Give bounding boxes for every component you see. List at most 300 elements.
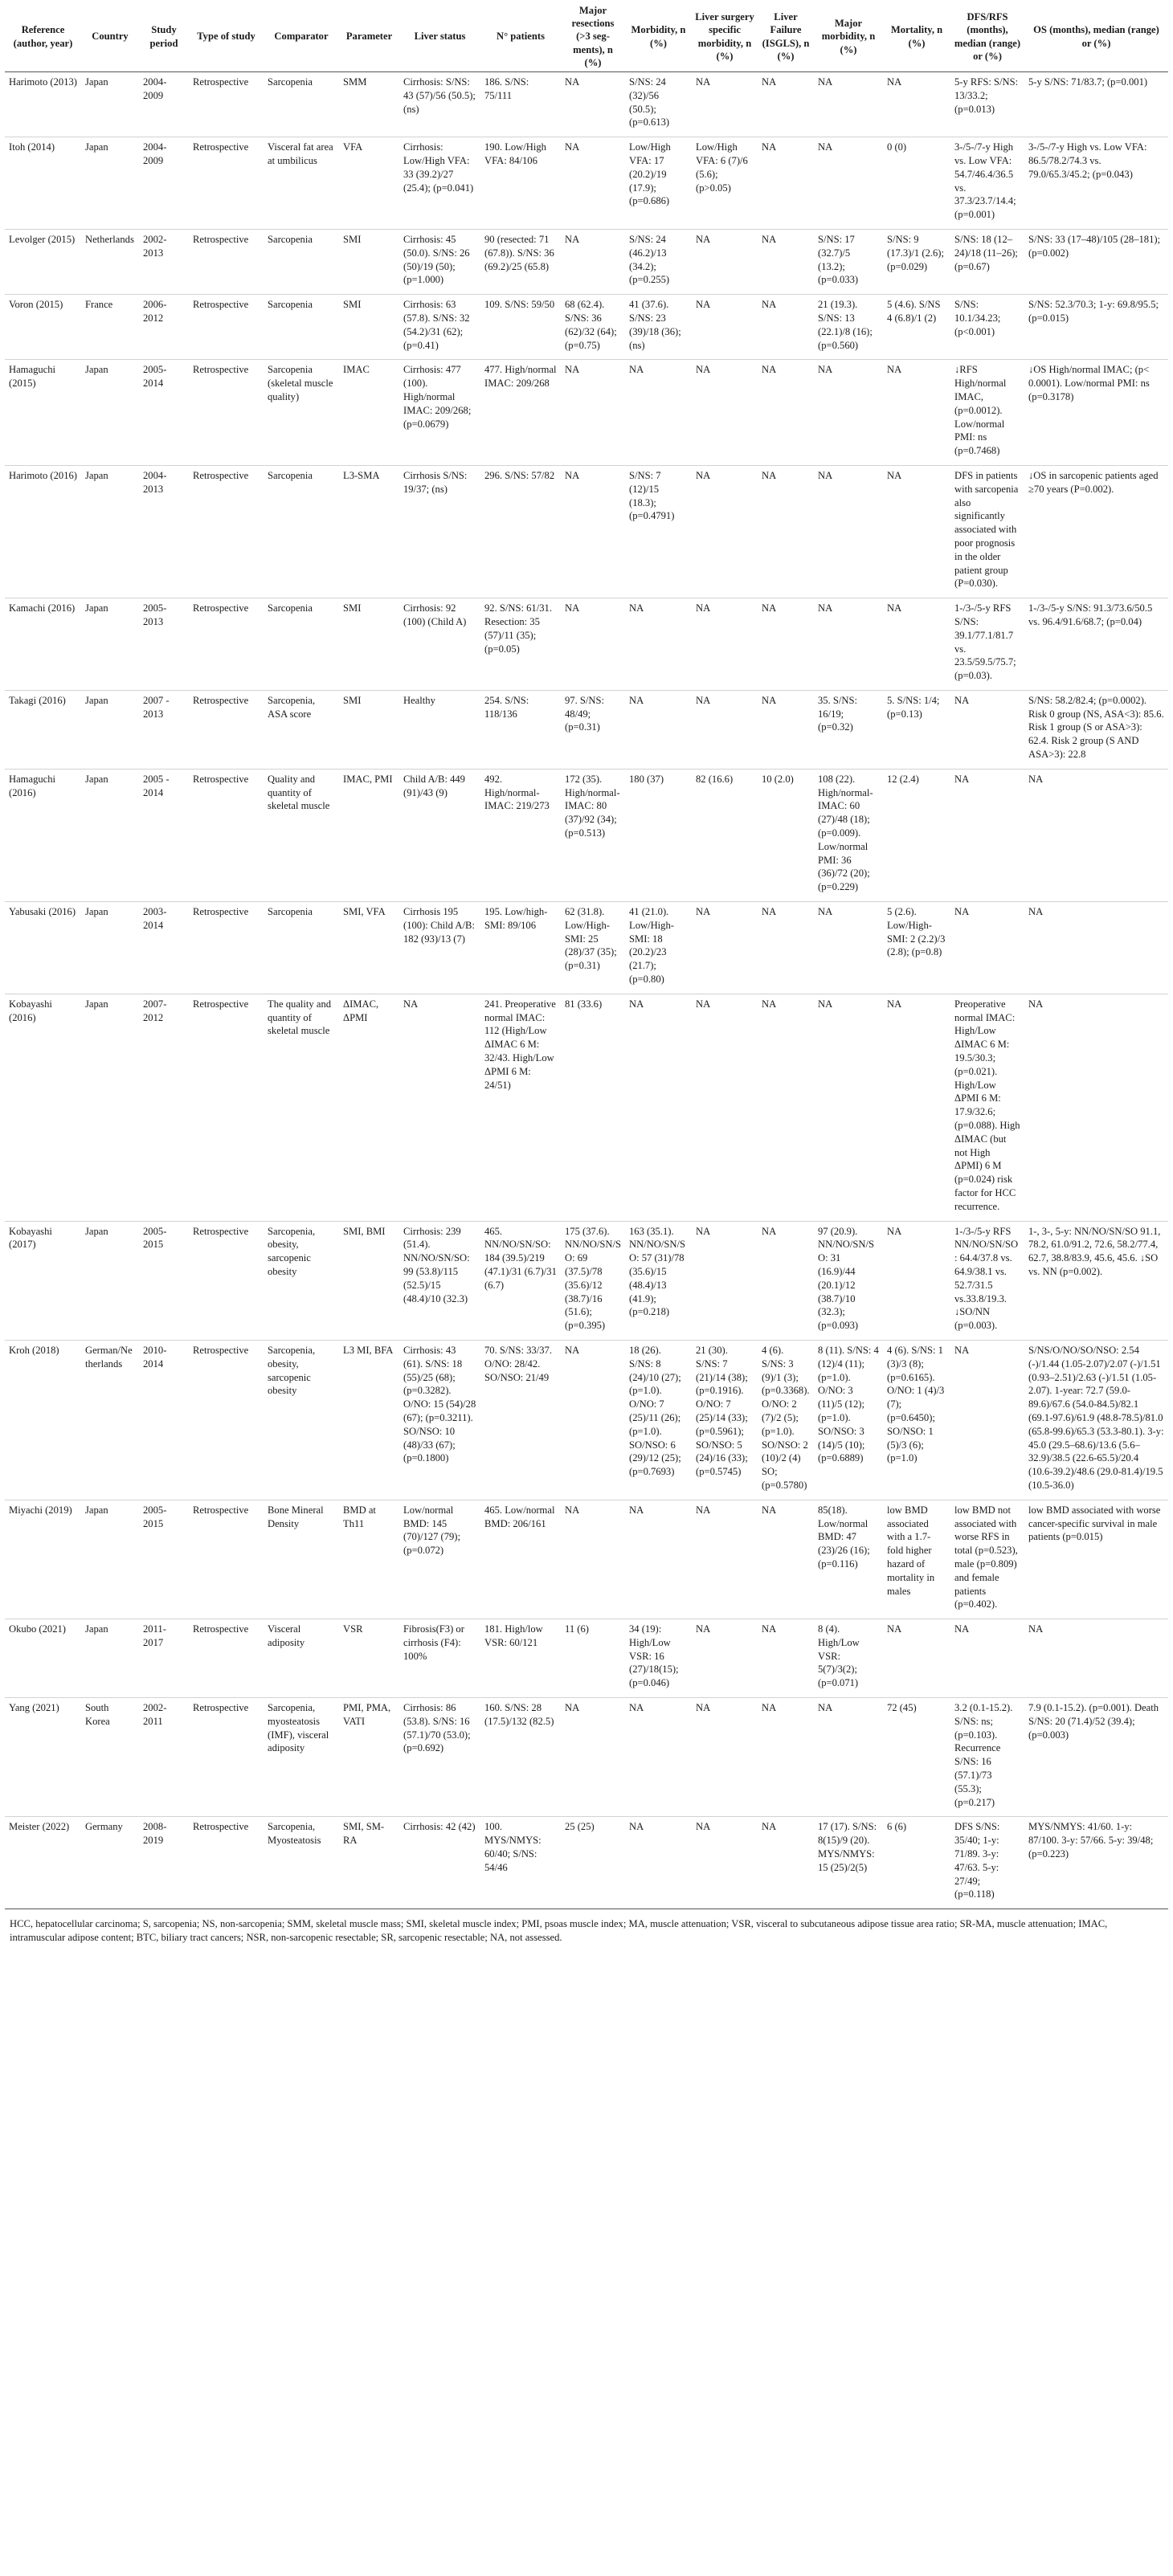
table-cell: Retrospective xyxy=(189,1500,264,1619)
table-cell: Voron (2015) xyxy=(5,295,81,360)
table-cell: ΔIMAC, ΔPMI xyxy=(339,994,399,1221)
table-row xyxy=(5,1698,1168,1817)
table-cell: Japan xyxy=(81,769,139,901)
table-cell: 2005 - 2014 xyxy=(139,769,189,901)
table-cell: NA xyxy=(561,1340,625,1500)
table-cell: NA xyxy=(758,1221,814,1340)
table-cell: NA xyxy=(692,1500,758,1619)
table-cell: Retrospective xyxy=(189,902,264,994)
table-cell: 97. S/NS: 48/49; (p=0.31) xyxy=(561,690,625,769)
table-cell: Japan xyxy=(81,1619,139,1698)
table-cell: 11 (6) xyxy=(561,1619,625,1698)
table-row xyxy=(5,137,1168,230)
table-cell: Sarcopenia xyxy=(264,902,339,994)
table-cell: Japan xyxy=(81,598,139,691)
table-cell: Sarcopenia xyxy=(264,465,339,598)
table-cell: BMD at Th11 xyxy=(339,1500,399,1619)
table-cell: 5 (4.6). S/NS 4 (6.8)/1 (2) xyxy=(883,295,950,360)
table-cell: 175 (37.6). NN/NO/SN/SO: 69 (37.5)/78 (35.6)/12 (38.7)/16 (51.6); (p=0.395) xyxy=(561,1221,625,1340)
table-cell: SMM xyxy=(339,72,399,137)
table-cell: Germany xyxy=(81,1817,139,1909)
table-cell: 34 (19): High/Low VSR: 16 (27)/18(15); (p=0.046) xyxy=(625,1619,692,1698)
table-cell: NA xyxy=(883,1221,950,1340)
table-cell: 109. S/NS: 59/50 xyxy=(480,295,561,360)
table-cell: NA xyxy=(883,360,950,466)
table-cell: ↓OS in sarcopenic patients aged ≥70 years (P=0.002). xyxy=(1024,465,1168,598)
table-cell: 180 (37) xyxy=(625,769,692,901)
table-cell: NA xyxy=(814,902,883,994)
table-cell: NA xyxy=(758,465,814,598)
table-cell: 3.2 (0.1-15.2). S/NS: ns; (p=0.103). Recurrence S/NS: 16 (57.1)/73 (55.3); (p=0.217) xyxy=(950,1698,1024,1817)
table-cell: 7.9 (0.1-15.2). (p=0.001). Death S/NS: 20 (71.4)/52 (39.4); (p=0.003) xyxy=(1024,1698,1168,1817)
table-row xyxy=(5,1500,1168,1619)
table-cell: Japan xyxy=(81,902,139,994)
table-cell: 254. S/NS: 118/136 xyxy=(480,690,561,769)
table-cell: Low/normal BMD: 145 (70)/127 (79); (p=0.072) xyxy=(399,1500,480,1619)
table-cell: NA xyxy=(561,465,625,598)
column-header: DFS/RFS (months), median (range) or (%) xyxy=(950,2,1024,72)
table-cell: 17 (17). S/NS: 8(15)/9 (20). MYS/NMYS: 15 (25)/2(5) xyxy=(814,1817,883,1909)
table-cell: L3-SMA xyxy=(339,465,399,598)
table-cell: NA xyxy=(814,1698,883,1817)
table-cell: 2006-2012 xyxy=(139,295,189,360)
table-cell: Japan xyxy=(81,465,139,598)
table-cell: 12 (2.4) xyxy=(883,769,950,901)
table-cell: 2007 - 2013 xyxy=(139,690,189,769)
table-cell: Japan xyxy=(81,360,139,466)
table-cell: Meister (2022) xyxy=(5,1817,81,1909)
table-cell: 2005-2015 xyxy=(139,1221,189,1340)
table-cell: 85(18). Low/normal BMD: 47 (23)/26 (16); (p=0.116) xyxy=(814,1500,883,1619)
table-cell: NA xyxy=(758,137,814,230)
table-cell: Sarcopenia xyxy=(264,598,339,691)
table-cell: S/NS: 33 (17–48)/105 (28–181); (p=0.002) xyxy=(1024,229,1168,294)
table-cell: Retrospective xyxy=(189,1619,264,1698)
literature-review-table xyxy=(5,2,1168,1909)
table-cell: NA xyxy=(561,72,625,137)
table-cell: 5-y S/NS: 71/83.7; (p=0.001) xyxy=(1024,72,1168,137)
table-cell: 2004-2013 xyxy=(139,465,189,598)
table-cell: Netherlands xyxy=(81,229,139,294)
table-cell: 3-/5-/7-y High vs. Low VFA: 86.5/78.2/74.3 vs. 79.0/65.3/45.2; (p=0.043) xyxy=(1024,137,1168,230)
table-header xyxy=(5,2,1168,72)
table-cell: NA xyxy=(692,1698,758,1817)
table-cell: S/NS: 9 (17.3)/1 (2.6); (p=0.029) xyxy=(883,229,950,294)
table-cell: NA xyxy=(692,229,758,294)
table-cell: NA xyxy=(625,690,692,769)
table-cell: NA xyxy=(758,1698,814,1817)
table-cell: 2002-2011 xyxy=(139,1698,189,1817)
table-cell: L3 MI, BFA xyxy=(339,1340,399,1500)
table-cell: NA xyxy=(814,137,883,230)
table-row xyxy=(5,1817,1168,1909)
column-header: Liver surgery specific morbidity, n (%) xyxy=(692,2,758,72)
table-cell: Quality and quantity of skeletal muscle xyxy=(264,769,339,901)
table-cell: Takagi (2016) xyxy=(5,690,81,769)
table-cell: 296. S/NS: 57/82 xyxy=(480,465,561,598)
table-cell: NA xyxy=(814,72,883,137)
table-cell: Retrospective xyxy=(189,465,264,598)
table-cell: Retrospective xyxy=(189,295,264,360)
table-cell: Cirrhosis: 239 (51.4). NN/NO/SN/SO: 99 (53.8)/115 (52.5)/15 (48.4)/10 (32.3) xyxy=(399,1221,480,1340)
table-cell: Low/High VFA: 17 (20.2)/19 (17.9); (p=0.686) xyxy=(625,137,692,230)
table-cell: 21 (30). S/NS: 7 (21)/14 (38); (p=0.1916). O/NO: 7 (25)/14 (33); (p=0.5961); SO/NSO: 5 (24)/16 (33); (p=0.5745) xyxy=(692,1340,758,1500)
table-cell: NA xyxy=(692,902,758,994)
table-cell: 2004-2009 xyxy=(139,137,189,230)
table-cell: 5. S/NS: 1/4; (p=0.13) xyxy=(883,690,950,769)
table-cell: NA xyxy=(758,902,814,994)
table-cell: NA xyxy=(692,690,758,769)
table-cell: Sarcopenia, obesity, sarcopenic obesity xyxy=(264,1340,339,1500)
table-cell: 21 (19.3). S/NS: 13 (22.1)/8 (16); (p=0.560) xyxy=(814,295,883,360)
table-cell: SMI xyxy=(339,229,399,294)
table-cell: 0 (0) xyxy=(883,137,950,230)
table-cell: 90 (resected: 71 (67.8)). S/NS: 36 (69.2)/25 (65.8) xyxy=(480,229,561,294)
column-header: Mortality, n (%) xyxy=(883,2,950,72)
table-cell: NA xyxy=(950,769,1024,901)
table-cell: S/NS/O/NO/SO/NSO: 2.54 (-)/1.44 (1.05-2.07)/2.07 (-)/1.51 (0.93–2.51)/2.63 (-)/1.51 (1.05-2.07). 1-year: 72.7 (59.0-89.6)/67.6 (54.0-84.5)/82.1 (69.1-97.6)/61.9 (48.8-78.5)/81.0 (65.8-99.6)/65.3 (53.3-80.1). 3-y: 45.0 (29.5–68.6)/13.6 (5.6–32.9)/38.5 (22.6-65.5)/20.4 (10.6-39.2)/48.6 (29.0-81.4)/19.5 (10.5-36.0) xyxy=(1024,1340,1168,1500)
table-cell: Sarcopenia (skeletal muscle quality) xyxy=(264,360,339,466)
table-cell: SMI xyxy=(339,598,399,691)
table-row xyxy=(5,72,1168,137)
table-row xyxy=(5,360,1168,466)
table-cell: 2005-2013 xyxy=(139,598,189,691)
table-cell: Cirrhosis: 45 (50.0). S/NS: 26 (50)/19 (50); (p=1.000) xyxy=(399,229,480,294)
table-row xyxy=(5,1619,1168,1698)
table-cell: 163 (35.1). NN/NO/SN/SO: 57 (31)/78 (35.6)/15 (48.4)/13 (41.9); (p=0.218) xyxy=(625,1221,692,1340)
table-cell: Retrospective xyxy=(189,1817,264,1909)
table-cell: Hamaguchi (2015) xyxy=(5,360,81,466)
table-cell: Kobayashi (2017) xyxy=(5,1221,81,1340)
table-cell: NA xyxy=(692,295,758,360)
table-cell: Kroh (2018) xyxy=(5,1340,81,1500)
table-cell: S/NS: 52.3/70.3; 1-y: 69.8/95.5; (p=0.015) xyxy=(1024,295,1168,360)
table-cell: NA xyxy=(625,1500,692,1619)
column-header: Comparator xyxy=(264,2,339,72)
table-cell: SMI, BMI xyxy=(339,1221,399,1340)
table-cell: 72 (45) xyxy=(883,1698,950,1817)
table-cell: NA xyxy=(692,1221,758,1340)
table-cell: Preoperative normal IMAC: High/Low ΔIMAC 6 M: 19.5/30.3; (p=0.021). High/Low ΔPMI 6 M: 17.9/32.6; (p=0.088). High ΔIMAC (but not High ΔPMI) 6 M (p=0.024) risk factor for HCC recurrence. xyxy=(950,994,1024,1221)
column-header: Liver Failure (ISGLS), n (%) xyxy=(758,2,814,72)
table-row xyxy=(5,994,1168,1221)
table-cell: 2004-2009 xyxy=(139,72,189,137)
table-cell: 1-/3-/5-y S/NS: 91.3/73.6/50.5 vs. 96.4/91.6/68.7; (p=0.04) xyxy=(1024,598,1168,691)
table-cell: 18 (26). S/NS: 8 (24)/10 (27); (p=1.0). O/NO: 7 (25)/11 (26); (p=1.0). SO/NSO: 6 (29)/12 (25); (p=0.7693) xyxy=(625,1340,692,1500)
table-cell: 82 (16.6) xyxy=(692,769,758,901)
table-cell: 41 (21.0). Low/High-SMI: 18 (20.2)/23 (21.7); (p=0.80) xyxy=(625,902,692,994)
table-cell: Japan xyxy=(81,137,139,230)
table-cell: Harimoto (2013) xyxy=(5,72,81,137)
table-cell: NA xyxy=(1024,769,1168,901)
table-cell: NA xyxy=(561,1500,625,1619)
table-cell: 6 (6) xyxy=(883,1817,950,1909)
table-cell: 465. Low/normal BMD: 206/161 xyxy=(480,1500,561,1619)
table-cell: ↓OS High/normal IMAC; (p< 0.0001). Low/normal PMI: ns (p=0.3178) xyxy=(1024,360,1168,466)
table-cell: 172 (35). High/normal-IMAC: 80 (37)/92 (34); (p=0.513) xyxy=(561,769,625,901)
table-cell: NA xyxy=(883,72,950,137)
table-cell: NA xyxy=(758,690,814,769)
table-cell: Sarcopenia xyxy=(264,295,339,360)
column-header: Major resections (>3 seg-ments), n (%) xyxy=(561,2,625,72)
table-cell: NA xyxy=(1024,994,1168,1221)
table-cell: Cirrhosis: 42 (42) xyxy=(399,1817,480,1909)
table-cell: NA xyxy=(692,1817,758,1909)
table-cell: Retrospective xyxy=(189,229,264,294)
table-cell: NA xyxy=(883,994,950,1221)
table-cell: 5 (2.6). Low/High-SMI: 2 (2.2)/3 (2.8); (p=0.8) xyxy=(883,902,950,994)
table-cell: 190. Low/High VFA: 84/106 xyxy=(480,137,561,230)
table-footnote: HCC, hepatocellular carcinoma; S, sarcopenia; NS, non-sarcopenia; SMM, skeletal muscle mass; SMI, skeletal muscle index; PMI, psoas muscle index; MA, muscle attenuation; VSR, visceral to subcutaneous adipose tissue area ratio; SR-MA, muscle attenuation; IMAC, intramuscular adipose content; BTC, biliary tract cancers; NSR, non-sarcopenic resectable; SR, sarcopenic resectable; NA, not assessed. xyxy=(10,1918,1108,1944)
table-cell: 3-/5-/7-y High vs. Low VFA: 54.7/46.4/36.5 vs. 37.3/23.7/14.4; (p=0.001) xyxy=(950,137,1024,230)
table-cell: NA xyxy=(692,465,758,598)
table-cell: Retrospective xyxy=(189,598,264,691)
column-header: Type of study xyxy=(189,2,264,72)
table-cell: NA xyxy=(692,1619,758,1698)
table-cell: S/NS: 24 (46.2)/13 (34.2); (p=0.255) xyxy=(625,229,692,294)
table-cell: Visceral fat area at umbilicus xyxy=(264,137,339,230)
table-cell: Hamaguchi (2016) xyxy=(5,769,81,901)
table-cell: NA xyxy=(561,229,625,294)
table-cell: IMAC, PMI xyxy=(339,769,399,901)
table-cell: 2002-2013 xyxy=(139,229,189,294)
table-cell: Cirrhosis S/NS: 19/37; (ns) xyxy=(399,465,480,598)
table-cell: NA xyxy=(814,465,883,598)
table-cell: VSR xyxy=(339,1619,399,1698)
table-cell: Retrospective xyxy=(189,360,264,466)
table-cell: South Korea xyxy=(81,1698,139,1817)
table-cell: NA xyxy=(561,1698,625,1817)
table-cell: 186. S/NS: 75/111 xyxy=(480,72,561,137)
table-cell: SMI xyxy=(339,295,399,360)
table-row xyxy=(5,465,1168,598)
table-cell: NA xyxy=(950,902,1024,994)
table-cell: NA xyxy=(950,1619,1024,1698)
table-cell: 195. Low/high-SMI: 89/106 xyxy=(480,902,561,994)
table-cell: NA xyxy=(758,994,814,1221)
table-cell: NA xyxy=(1024,1619,1168,1698)
table-cell: 81 (33.6) xyxy=(561,994,625,1221)
table-cell: Kamachi (2016) xyxy=(5,598,81,691)
table-cell: Sarcopenia xyxy=(264,229,339,294)
table-cell: SMI xyxy=(339,690,399,769)
table-cell: 8 (4). High/Low VSR: 5(7)/3(2); (p=0.071) xyxy=(814,1619,883,1698)
table-cell: Cirrhosis: 43 (61). S/NS: 18 (55)/25 (68); (p=0.3282). O/NO: 15 (54)/28 (67); (p=0.3211). SO/NSO: 10 (48)/33 (67); (p=0.1800) xyxy=(399,1340,480,1500)
table-cell: SMI, SM-RA xyxy=(339,1817,399,1909)
table-cell: 2010-2014 xyxy=(139,1340,189,1500)
table-cell: Sarcopenia, ASA score xyxy=(264,690,339,769)
table-cell: Kobayashi (2016) xyxy=(5,994,81,1221)
table-cell: 10 (2.0) xyxy=(758,769,814,901)
table-cell: Cirrhosis: 92 (100) (Child A) xyxy=(399,598,480,691)
table-cell: 2005-2015 xyxy=(139,1500,189,1619)
table-cell: NA xyxy=(883,598,950,691)
column-header: Reference (author, year) xyxy=(5,2,81,72)
table-cell: NA xyxy=(399,994,480,1221)
table-row xyxy=(5,229,1168,294)
table-cell: Japan xyxy=(81,994,139,1221)
table-cell: Itoh (2014) xyxy=(5,137,81,230)
table-row xyxy=(5,295,1168,360)
table-cell: 97 (20.9). NN/NO/SN/SO: 31 (16.9)/44 (20.1)/12 (38.7)/10 (32.3); (p=0.093) xyxy=(814,1221,883,1340)
table-cell: Levolger (2015) xyxy=(5,229,81,294)
column-header: Major morbidity, n (%) xyxy=(814,2,883,72)
table-cell: 4 (6). S/NS: 1 (3)/3 (8); (p=0.6165). O/NO: 1 (4)/3 (7); (p=0.6450); SO/NSO: 1 (5)/3 (6); (p=1.0) xyxy=(883,1340,950,1500)
table-cell: S/NS: 10.1/34.23; (p<0.001) xyxy=(950,295,1024,360)
table-cell: 492. High/normal-IMAC: 219/273 xyxy=(480,769,561,901)
column-header: Morbidity, n (%) xyxy=(625,2,692,72)
table-cell: NA xyxy=(758,229,814,294)
table-row xyxy=(5,1221,1168,1340)
table-cell: DFS in patients with sarcopenia also significantly associated with poor prognosis in the older patient group (P=0.030). xyxy=(950,465,1024,598)
table-row xyxy=(5,1340,1168,1500)
table-cell: Japan xyxy=(81,690,139,769)
table-cell: France xyxy=(81,295,139,360)
table-cell: 465. NN/NO/SN/SO: 184 (39.5)/219 (47.1)/31 (6.7)/31 (6.7) xyxy=(480,1221,561,1340)
table-cell: Retrospective xyxy=(189,1221,264,1340)
table-cell: Cirrhosis: 477 (100). High/normal IMAC: 209/268; (p=0.0679) xyxy=(399,360,480,466)
table-row xyxy=(5,902,1168,994)
table-cell: VFA xyxy=(339,137,399,230)
table-cell: low BMD not associated with worse RFS in total (p=0.523), male (p=0.809) and female patients (p=0.402). xyxy=(950,1500,1024,1619)
column-header: Parameter xyxy=(339,2,399,72)
table-cell: NA xyxy=(814,360,883,466)
table-cell: Yabusaki (2016) xyxy=(5,902,81,994)
table-cell: Retrospective xyxy=(189,690,264,769)
table-cell: 68 (62.4). S/NS: 36 (62)/32 (64); (p=0.75) xyxy=(561,295,625,360)
table-cell: Sarcopenia xyxy=(264,72,339,137)
table-cell: Cirrhosis: S/NS: 43 (57)/56 (50.5); (ns) xyxy=(399,72,480,137)
table-cell: 108 (22). High/normal-IMAC: 60 (27)/48 (18); (p=0.009). Low/normal PMI: 36 (36)/72 (20); (p=0.229) xyxy=(814,769,883,901)
table-cell: PMI, PMA, VATI xyxy=(339,1698,399,1817)
table-cell: NA xyxy=(692,598,758,691)
table-cell: NA xyxy=(625,1698,692,1817)
table-cell: 100. MYS/NMYS: 60/40; S/NS: 54/46 xyxy=(480,1817,561,1909)
table-cell: Bone Mineral Density xyxy=(264,1500,339,1619)
table-cell: Retrospective xyxy=(189,137,264,230)
table-cell: Low/High VFA: 6 (7)/6 (5.6); (p>0.05) xyxy=(692,137,758,230)
table-cell: NA xyxy=(692,994,758,1221)
table-cell: NA xyxy=(625,598,692,691)
table-cell: Japan xyxy=(81,1500,139,1619)
table-cell: Yang (2021) xyxy=(5,1698,81,1817)
table-cell: 2007-2012 xyxy=(139,994,189,1221)
table-row xyxy=(5,598,1168,691)
table-cell: NA xyxy=(692,360,758,466)
table-row xyxy=(5,769,1168,901)
table-cell: Sarcopenia, myosteatosis (IMF), visceral adiposity xyxy=(264,1698,339,1817)
table-cell: 2005-2014 xyxy=(139,360,189,466)
table-cell: 8 (11). S/NS: 4 (12)/4 (11); (p=1.0). O/NO: 3 (11)/5 (12); (p=1.0). SO/NSO: 3 (14)/5 (10); (p=0.6889) xyxy=(814,1340,883,1500)
table-cell: NA xyxy=(950,1340,1024,1500)
table-cell: NA xyxy=(758,72,814,137)
table-cell: Healthy xyxy=(399,690,480,769)
table-cell: Sarcopenia, Myosteatosis xyxy=(264,1817,339,1909)
table-cell: 92. S/NS: 61/31. Resection: 35 (57)/11 (35); (p=0.05) xyxy=(480,598,561,691)
column-header: Liver status xyxy=(399,2,480,72)
table-cell: Sarcopenia, obesity, sarcopenic obesity xyxy=(264,1221,339,1340)
table-cell: ↓RFS High/normal IMAC, (p=0.0012). Low/normal PMI: ns (p=0.7468) xyxy=(950,360,1024,466)
table-cell: NA xyxy=(758,1500,814,1619)
table-cell: 70. S/NS: 33/37. O/NO: 28/42. SO/NSO: 21/49 xyxy=(480,1340,561,1500)
table-cell: 160. S/NS: 28 (17.5)/132 (82.5) xyxy=(480,1698,561,1817)
table-cell: NA xyxy=(950,690,1024,769)
table-cell: NA xyxy=(692,72,758,137)
table-cell: 241. Preoperative normal IMAC: 112 (High/Low ΔIMAC 6 M: 32/43. High/Low ΔPMI 6 M: 24/51) xyxy=(480,994,561,1221)
column-header: Country xyxy=(81,2,139,72)
table-cell: 2011-2017 xyxy=(139,1619,189,1698)
table-cell: S/NS: 18 (12–24)/18 (11–26); (p=0.67) xyxy=(950,229,1024,294)
table-cell: 25 (25) xyxy=(561,1817,625,1909)
table-cell: Harimoto (2016) xyxy=(5,465,81,598)
table-cell: 41 (37.6). S/NS: 23 (39)/18 (36); (ns) xyxy=(625,295,692,360)
column-header: Study period xyxy=(139,2,189,72)
table-cell: Cirrhosis: 86 (53.8). S/NS: 16 (57.1)/70 (53.0); (p=0.692) xyxy=(399,1698,480,1817)
table-cell: S/NS: 7 (12)/15 (18.3); (p=0.4791) xyxy=(625,465,692,598)
table-cell: Fibrosis(F3) or cirrhosis (F4): 100% xyxy=(399,1619,480,1698)
table-cell: NA xyxy=(561,598,625,691)
table-cell: low BMD associated with worse cancer-specific survival in male patients (p=0.015) xyxy=(1024,1500,1168,1619)
table-cell: SMI, VFA xyxy=(339,902,399,994)
table-cell: Retrospective xyxy=(189,1340,264,1500)
table-cell: Cirrhosis: Low/High VFA: 33 (39.2)/27 (25.4); (p=0.041) xyxy=(399,137,480,230)
table-row xyxy=(5,690,1168,769)
table-cell: NA xyxy=(1024,902,1168,994)
table-cell: MYS/NMYS: 41/60. 1-y: 87/100. 3-y: 57/66. 5-y: 39/48; (p=0.223) xyxy=(1024,1817,1168,1909)
table-cell: NA xyxy=(625,360,692,466)
table-cell: Visceral adiposity xyxy=(264,1619,339,1698)
table-cell: NA xyxy=(625,1817,692,1909)
table-cell: NA xyxy=(758,1619,814,1698)
table-cell: Retrospective xyxy=(189,994,264,1221)
table-cell: 4 (6). S/NS: 3 (9)/1 (3); (p=0.3368). O/NO: 2 (7)/2 (5); (p=1.0). SO/NSO: 2 (10)/2 (4) SO; (p=0.5780) xyxy=(758,1340,814,1500)
table-cell: 1-/3-/5-y RFS S/NS: 39.1/77.1/81.7 vs. 23.5/59.5/75.7; (p=0.03). xyxy=(950,598,1024,691)
table-cell: German/Netherlands xyxy=(81,1340,139,1500)
table-cell: Cirrhosis: 63 (57.8). S/NS: 32 (54.2)/31 (62); (p=0.41) xyxy=(399,295,480,360)
table-cell: 35. S/NS: 16/19; (p=0.32) xyxy=(814,690,883,769)
table-cell: NA xyxy=(758,598,814,691)
table-cell: Miyachi (2019) xyxy=(5,1500,81,1619)
table-cell: IMAC xyxy=(339,360,399,466)
table-cell: S/NS: 24 (32)/56 (50.5); (p=0.613) xyxy=(625,72,692,137)
table-cell: NA xyxy=(883,465,950,598)
table-cell: Okubo (2021) xyxy=(5,1619,81,1698)
table-cell: Japan xyxy=(81,72,139,137)
table-cell: Retrospective xyxy=(189,72,264,137)
table-cell: NA xyxy=(758,360,814,466)
table-cell: NA xyxy=(883,1619,950,1698)
table-cell: NA xyxy=(625,994,692,1221)
table-cell: Child A/B: 449 (91)/43 (9) xyxy=(399,769,480,901)
table-cell: Cirrhosis 195 (100): Child A/B: 182 (93)/13 (7) xyxy=(399,902,480,994)
header-row xyxy=(5,2,1168,72)
table-cell: DFS S/NS: 35/40; 1-y: 71/89. 3-y: 47/63. 5-y: 27/49; (p=0.118) xyxy=(950,1817,1024,1909)
table-body xyxy=(5,72,1168,1909)
table-cell: 1-, 3-, 5-y: NN/NO/SN/SO 91.1, 78.2, 61.0/91.2, 72.6, 58.2/77.4, 62.7, 38.8/83.9, 45.6, 45.6. ↓SO vs. NN (p=0.002). xyxy=(1024,1221,1168,1340)
table-cell: Retrospective xyxy=(189,1698,264,1817)
table-cell: 62 (31.8). Low/High-SMI: 25 (28)/37 (35); (p=0.31) xyxy=(561,902,625,994)
column-header: N° patients xyxy=(480,2,561,72)
table-cell: The quality and quantity of skeletal muscle xyxy=(264,994,339,1221)
table-cell: 181. High/low VSR: 60/121 xyxy=(480,1619,561,1698)
table-cell: S/NS: 17 (32.7)/5 (13.2); (p=0.033) xyxy=(814,229,883,294)
table-cell: 2008-2019 xyxy=(139,1817,189,1909)
table-cell: NA xyxy=(561,137,625,230)
table-cell: NA xyxy=(814,598,883,691)
table-cell: 1-/3-/5-y RFS NN/NO/SN/SO: 64.4/37.8 vs. 64.9/38.1 vs. 52.7/31.5 vs.33.8/19.3. ↓SO/NN (p=0.003). xyxy=(950,1221,1024,1340)
table-cell: Retrospective xyxy=(189,769,264,901)
table-cell: 2003-2014 xyxy=(139,902,189,994)
